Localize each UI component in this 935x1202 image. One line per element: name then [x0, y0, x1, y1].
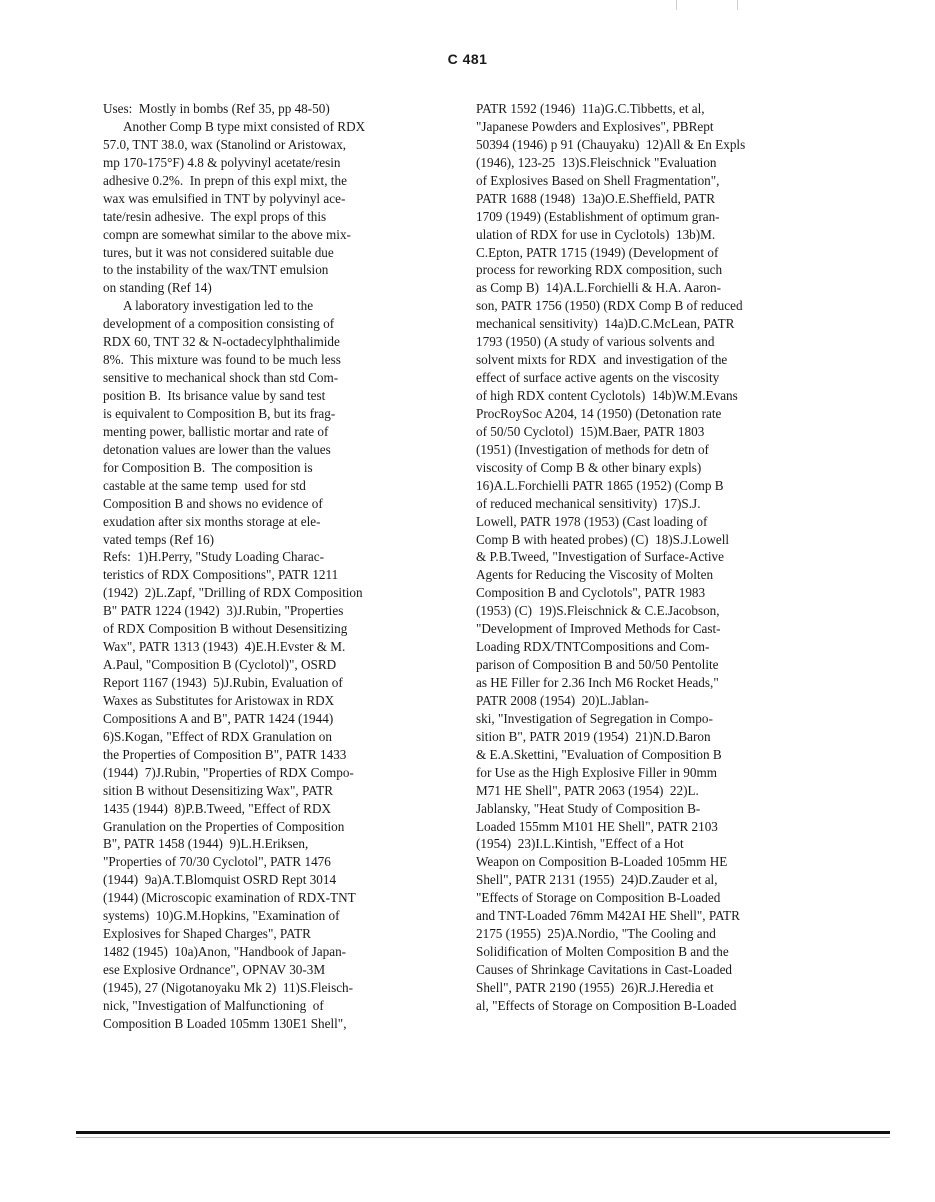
text-line: & E.A.Skettini, "Evaluation of Composition B [476, 746, 722, 762]
scan-mark [676, 0, 677, 10]
text-line: Lowell, PATR 1978 (1953) (Cast loading of [476, 513, 708, 529]
text-line: (1951) (Investigation of methods for detn of [476, 441, 709, 457]
bottom-rule-shadow [76, 1137, 890, 1138]
text-line: Causes of Shrinkage Cavitations in Cast-Loaded [476, 962, 733, 977]
text-line: Composition B Loaded 105mm 130E1 Shell", [103, 1015, 347, 1031]
text-line: sition B without Desensitizing Wax", PATR [103, 782, 333, 798]
text-line: for Composition B. The composition is [103, 459, 313, 475]
text-line: B", PATR 1458 (1944) 9)L.H.Eriksen, [103, 836, 309, 852]
text-line: PATR 1688 (1948) 13a)O.E.Sheffield, PATR [476, 190, 716, 206]
text-line: Uses: Mostly in bombs (Ref 35, pp 48-50) [103, 101, 330, 116]
text-line: development of a composition consisting of [103, 316, 335, 332]
text-line: teristics of RDX Compositions", PATR 1211 [103, 567, 339, 583]
text-line: RDX 60, TNT 32 & N-octadecylphthalimide [103, 334, 340, 350]
text-line: M71 HE Shell", PATR 2063 (1954) 22)L. [476, 782, 699, 798]
text-line: 6)S.Kogan, "Effect of RDX Granulation on [103, 728, 332, 744]
text-line: son, PATR 1756 (1950) (RDX Comp B of reduced [476, 298, 743, 314]
text-line: C.Epton, PATR 1715 (1949) (Development of [476, 244, 719, 260]
text-line: 1482 (1945) 10a)Anon, "Handbook of Japan- [103, 944, 347, 960]
text-line: "Properties of 70/30 Cyclotol", PATR 1476 [103, 854, 331, 870]
text-line: exudation after six months storage at ele- [103, 513, 321, 529]
text-line: A laboratory investigation led to the [123, 298, 314, 314]
text-line: Weapon on Composition B-Loaded 105mm HE [476, 854, 728, 870]
text-line: & P.B.Tweed, "Investigation of Surface-Active [476, 549, 724, 565]
text-line: (1944) 7)J.Rubin, "Properties of RDX Compo- [103, 764, 354, 780]
text-line: Composition B and Cyclotols", PATR 1983 [476, 585, 706, 601]
text-line: (1945), 27 (Nigotanoyaku Mk 2) 11)S.Fleisch- [103, 979, 354, 995]
text-line: 16)A.L.Forchielli PATR 1865 (1952) (Comp B [476, 477, 724, 493]
text-line: Refs: 1)H.Perry, "Study Loading Charac- [103, 549, 324, 565]
text-line: Explosives for Shaped Charges", PATR [103, 926, 311, 942]
text-line: solvent mixts for RDX and investigation of the [476, 352, 728, 368]
text-line: Comp B with heated probes) (C) 18)S.J.Lowell [476, 531, 730, 547]
text-line: A.Paul, "Composition B (Cyclotol)", OSRD [103, 657, 337, 673]
scan-mark [737, 0, 738, 10]
text-line: PATR 2008 (1954) 20)L.Jablan- [476, 692, 649, 708]
text-line: PATR 1592 (1946) 11a)G.C.Tibbetts, et al, [476, 101, 705, 116]
text-line: as Comp B) 14)A.L.Forchielli & H.A. Aaron- [476, 280, 722, 296]
text-line: as HE Filler for 2.36 Inch M6 Rocket Heads," [476, 675, 719, 690]
page-number: C 481 [447, 51, 488, 67]
text-line: 2175 (1955) 25)A.Nordio, "The Cooling and [476, 926, 716, 942]
text-line: Agents for Reducing the Viscosity of Molten [476, 567, 714, 583]
text-line: adhesive 0.2%. In prepn of this expl mixt, the [103, 172, 347, 188]
text-line: (1954) 23)I.L.Kintish, "Effect of a Hot [476, 836, 684, 852]
text-line: of 50/50 Cyclotol) 15)M.Baer, PATR 1803 [476, 423, 705, 439]
text-line: of Explosives Based on Shell Fragmentation", [476, 172, 720, 188]
text-line: 1435 (1944) 8)P.B.Tweed, "Effect of RDX [103, 800, 331, 816]
text-line: "Effects of Storage on Composition B-Loaded [476, 890, 721, 906]
text-line: tures, but it was not considered suitable due [103, 244, 334, 260]
text-line: compn are somewhat similar to the above mix- [103, 226, 351, 242]
text-line: castable at the same temp used for std [103, 477, 306, 493]
text-line: tate/resin adhesive. The expl props of this [103, 208, 327, 224]
text-line: ProcRoySoc A204, 14 (1950) (Detonation rate [476, 405, 722, 421]
text-line: and TNT-Loaded 76mm M42AI HE Shell", PATR [476, 908, 740, 924]
text-line: Wax", PATR 1313 (1943) 4)E.H.Evster & M. [103, 639, 346, 655]
text-line: parison of Composition B and 50/50 Pentolite [476, 657, 719, 673]
text-line: nick, "Investigation of Malfunctioning of [103, 997, 324, 1013]
text-line: viscosity of Comp B & other binary expls) [476, 459, 702, 475]
text-line: (1953) (C) 19)S.Fleischnick & C.E.Jacobson, [476, 603, 720, 619]
text-line: Granulation on the Properties of Composition [103, 818, 345, 834]
text-line: sensitive to mechanical shock than std Com- [103, 370, 339, 386]
text-line: wax was emulsified in TNT by polyvinyl ace- [103, 190, 346, 206]
text-line: process for reworking RDX composition, such [476, 262, 723, 278]
text-line: 1709 (1949) (Establishment of optimum gran- [476, 208, 720, 224]
text-line: (1946), 123-25 13)S.Fleischnick "Evaluation [476, 154, 717, 170]
text-line: Report 1167 (1943) 5)J.Rubin, Evaluation of [103, 675, 343, 690]
text-line: the Properties of Composition B", PATR 1433 [103, 746, 347, 762]
text-line: Compositions A and B", PATR 1424 (1944) [103, 710, 334, 726]
text-line: for Use as the High Explosive Filler in 90mm [476, 764, 718, 780]
text-line: 50394 (1946) p 91 (Chauyaku) 12)All & En Expls [476, 136, 746, 152]
text-line: mp 170-175°F) 4.8 & polyvinyl acetate/resin [103, 154, 341, 170]
text-line: "Japanese Powders and Explosives", PBRept [476, 118, 714, 134]
text-line: Waxes as Substitutes for Aristowax in RDX [103, 692, 335, 708]
text-line: Loading RDX/TNTCompositions and Com- [476, 639, 710, 655]
text-line: of RDX Composition B without Desensitizing [103, 621, 348, 637]
text-line: ese Explosive Ordnance", OPNAV 30-3M [103, 962, 326, 977]
text-line: (1944) 9a)A.T.Blomquist OSRD Rept 3014 [103, 872, 337, 888]
text-line: position B. Its brisance value by sand test [103, 388, 326, 403]
text-line: Another Comp B type mixt consisted of RDX [123, 118, 366, 134]
text-line: Solidification of Molten Composition B and the [476, 944, 729, 960]
text-line: of high RDX content Cyclotols) 14b)W.M.Evans [476, 388, 738, 403]
text-line: mechanical sensitivity) 14a)D.C.McLean, PATR [476, 316, 735, 332]
text-line: menting power, ballistic mortar and rate of [103, 423, 329, 439]
text-line: al, "Effects of Storage on Composition B-Loaded [476, 997, 737, 1013]
text-line: (1942) 2)L.Zapf, "Drilling of RDX Composition [103, 585, 363, 601]
text-line: Composition B and shows no evidence of [103, 495, 323, 511]
text-line: (1944) (Microscopic examination of RDX-TNT [103, 890, 356, 906]
left-text-column [103, 100, 433, 1033]
bottom-rule [76, 1131, 890, 1134]
text-line: detonation values are lower than the values [103, 441, 331, 457]
text-line: to the instability of the wax/TNT emulsion [103, 262, 329, 278]
text-line: sition B", PATR 2019 (1954) 21)N.D.Baron [476, 728, 711, 744]
text-line: is equivalent to Composition B, but its frag- [103, 405, 336, 421]
text-line: systems) 10)G.M.Hopkins, "Examination of [103, 908, 340, 924]
text-line: B" PATR 1224 (1942) 3)J.Rubin, "Properties [103, 603, 344, 619]
right-text-column [476, 100, 818, 1015]
text-line: on standing (Ref 14) [103, 280, 212, 296]
text-line: Shell", PATR 2131 (1955) 24)D.Zauder et al, [476, 872, 718, 888]
text-line: ski, "Investigation of Segregation in Compo- [476, 710, 713, 726]
text-line: 57.0, TNT 38.0, wax (Stanolind or Aristowax, [103, 136, 347, 152]
text-line: 8%. This mixture was found to be much less [103, 352, 341, 368]
text-line: of reduced mechanical sensitivity) 17)S.J. [476, 495, 701, 511]
text-line: Jablansky, "Heat Study of Composition B- [476, 800, 701, 816]
text-line: ulation of RDX for use in Cyclotols) 13b)M. [476, 226, 716, 242]
text-line: effect of surface active agents on the viscosity [476, 370, 720, 386]
text-line: Shell", PATR 2190 (1955) 26)R.J.Heredia et [476, 979, 714, 995]
text-line: "Development of Improved Methods for Cast- [476, 621, 721, 637]
text-line: Loaded 155mm M101 HE Shell", PATR 2103 [476, 818, 718, 834]
text-line: vated temps (Ref 16) [103, 531, 214, 547]
text-line: 1793 (1950) (A study of various solvents and [476, 334, 715, 350]
